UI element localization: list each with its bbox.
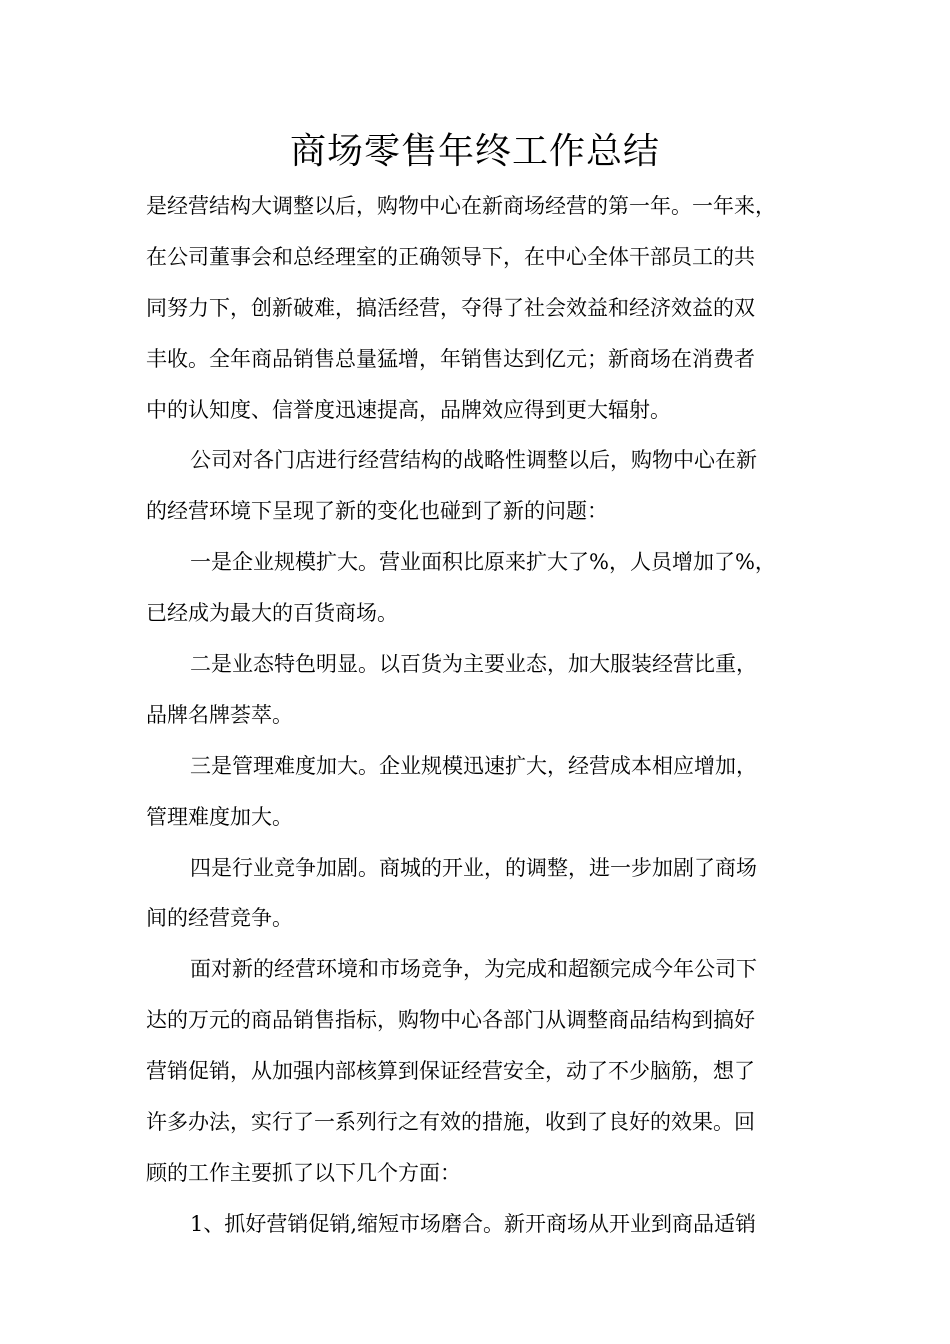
- text-line: 的经营环境下呈现了新的变化也碰到了新的问题：: [146, 499, 608, 524]
- text-line: 面对新的经营环境和市场竞争，为完成和超额完成今年公司下: [190, 957, 757, 982]
- text-line: 四是行业竞争加剧。商城的开业，的调整，进一步加剧了商场: [190, 855, 757, 880]
- document-title: 商场零售年终工作总结: [289, 131, 660, 172]
- text-line: 达的万元的商品销售指标，购物中心各部门从调整商品结构到搞好: [146, 1008, 755, 1033]
- text-line: 管理难度加大。: [146, 804, 293, 829]
- text-line: 营销促销，从加强内部核算到保证经营安全，动了不少脑筋，想了: [146, 1059, 755, 1084]
- text-line: 中的认知度、信誉度迅速提高，品牌效应得到更大辐射。: [146, 397, 671, 422]
- text-line: 1、抓好营销促销,缩短市场磨合。新开商场从开业到商品适销: [190, 1211, 757, 1236]
- text-line: 是经营结构大调整以后，购物中心在新商场经营的第一年。一年来，: [146, 194, 776, 218]
- text-line: 公司对各门店进行经营结构的战略性调整以后，购物中心在新: [190, 448, 757, 473]
- text-line: 三是管理难度加大。企业规模迅速扩大，经营成本相应增加，: [190, 753, 757, 778]
- text-line: 同努力下，创新破难，搞活经营，夺得了社会效益和经济效益的双: [146, 295, 755, 320]
- text-line: 许多办法，实行了一系列行之有效的措施，收到了良好的效果。回: [146, 1110, 755, 1135]
- document-body: [146, 181, 821, 1250]
- text-line: 在公司董事会和总经理室的正确领导下，在中心全体干部员工的共: [146, 244, 755, 269]
- text-line: 已经成为最大的百货商场。: [146, 601, 398, 626]
- text-line: 二是业态特色明显。以百货为主要业态，加大服装经营比重，: [190, 652, 757, 677]
- text-line: 丰收。全年商品销售总量猛增，年销售达到亿元；新商场在消费者: [146, 346, 755, 371]
- text-line: 间的经营竞争。: [146, 906, 293, 931]
- text-line: 顾的工作主要抓了以下几个方面：: [146, 1160, 461, 1185]
- text-line: 一是企业规模扩大。营业面积比原来扩大了%，人员增加了%，: [190, 550, 776, 575]
- text-line: 品牌名牌荟萃。: [146, 702, 293, 727]
